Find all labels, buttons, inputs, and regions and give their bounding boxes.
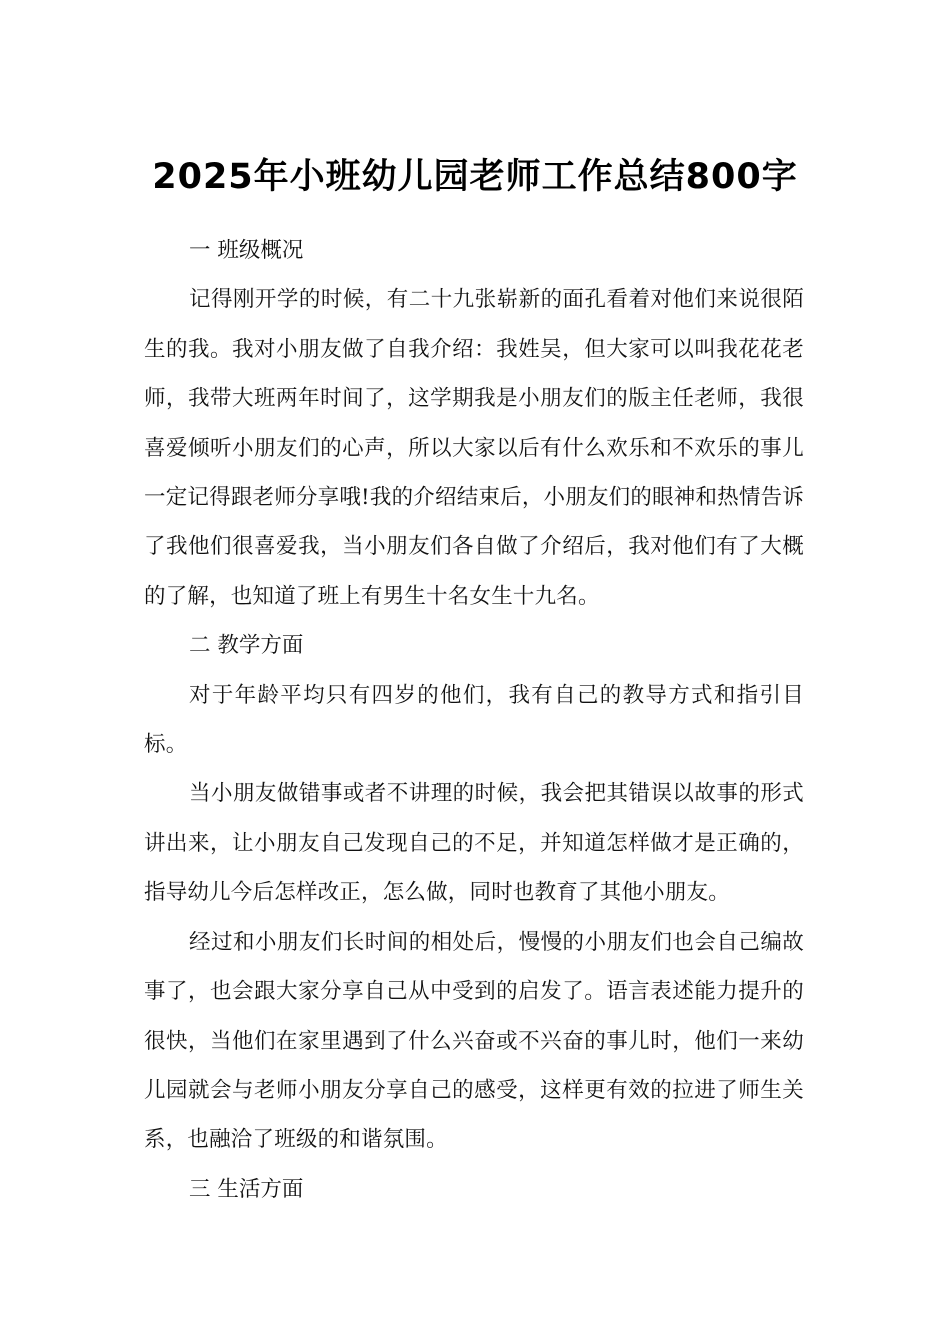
paragraph-overview: 记得刚开学的时候，有二十九张崭新的面孔看着对他们来说很陌生的我。我对小朋友做了自我介绍：我姓吴，但大家可以叫我花花老师，我带大班两年时间了，这学期我是小朋友们的版主任老师，我很喜爱倾听小朋友们的心声，所以大家以后有什么欢乐和不欢乐的事儿一定记得跟老师分享哦!我的介绍结束后，小朋友们的眼神和热情告诉了我他们很喜爱我，当小朋友们各自做了介绍后，我对他们有了大概的了解，也知道了班上有男生十名女生十九名。 <box>144 287 804 609</box>
paragraph-teaching-goals: 对于年龄平均只有四岁的他们，我有自己的教导方式和指引目标。 <box>144 682 804 758</box>
section-heading-daily-life: 三 生活方面 <box>189 1176 304 1202</box>
document-title: 2025年小班幼儿园老师工作总结800字 <box>152 157 798 198</box>
document-body <box>144 226 804 1214</box>
paragraph-teaching-progress: 经过和小朋友们长时间的相处后，慢慢的小朋友们也会自己编故事了，也会跟大家分享自己从中受到的启发了。语言表述能力提升的很快，当他们在家里遇到了什么兴奋或不兴奋的事儿时，他们一来幼儿园就会与老师小朋友分享自己的感受，这样更有效的拉进了师生关系，也融洽了班级的和谐氛围。 <box>144 929 804 1153</box>
paragraph-teaching-stories: 当小朋友做错事或者不讲理的时候，我会把其错误以故事的形式讲出来，让小朋友自己发现自己的不足，并知道怎样做才是正确的，指导幼儿今后怎样改正，怎么做，同时也教育了其他小朋友。 <box>144 781 804 906</box>
section-heading-teaching: 二 教学方面 <box>189 633 304 659</box>
section-heading-overview: 一 班级概况 <box>189 238 304 263</box>
